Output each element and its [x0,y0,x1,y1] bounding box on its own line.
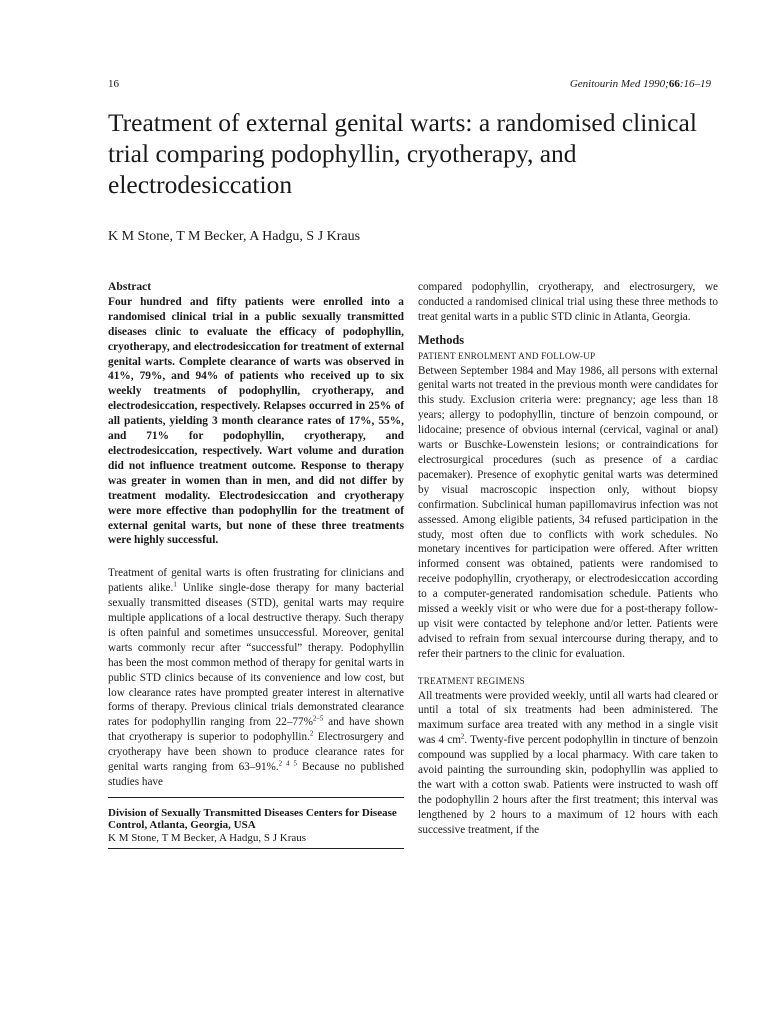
regimens-subheading: TREATMENT REGIMENS [418,675,525,686]
abstract-heading: Abstract [108,280,152,293]
methods-heading: Methods [418,332,465,347]
journal-citation [570,78,711,90]
abstract-text: Four hundred and fifty patients were enrolled into a randomised clinical trial in a public sexually transmitted diseases clinic to evaluate the efficacy of podophyllin, cryotherapy, and electrodesiccation for treatment of external genital warts. Complete clearance of warts was observed in 41%, 79%, and 94% of patients who received up to six weekly treatments of podophyllin, cryotherapy, and electrodesiccation, respectively. Relapses occurred in 25% of all patients, yielding 3 month clearance rates of 17%, 55%, and 71% for podophyllin, cryotherapy, and electrodesiccation, respectively. Wart volume and duration did not influence treatment outcome. Response to therapy was greater in women than in men, and did not differ by treatment modality. Electrodesiccation and cryotherapy were more effective than podophyllin for the treatment of external genital warts, but none of these three treatments were highly successful. [108,295,404,547]
journal-volume: 66 [668,78,680,90]
author-list: K M Stone, T M Becker, A Hadgu, S J Kraus [108,229,361,244]
citation-ref: 2 [309,729,314,738]
citation-ref: 2 4 5 [278,759,298,768]
affiliation-divider [108,797,404,798]
introduction-paragraph: Treatment of genital warts is often frustrating for clinicians and patients alike.$^1$ Unlike single-dose therapy for many bacterial sexually transmitted diseases (STD), genital warts may require multiple applications of a local destructive therapy. Such therapy is often painful and sometimes unsuccessful. Moreover, genital warts commonly recur after “successful” therapy. Podophyllin has been the most common method of therapy for genital warts in public STD clinics because of its convenience and low cost, but low clearance rates have prompted greater interest in alternative forms of therapy. Previous clinical trials demonstrated clearance rates for podophyllin ranging from 22–77%$^{2-5}$ and have shown that cryotherapy is superior to podophyllin.$^2$ Electrosurgery and cryotherapy have been shown to produce clearance rates for genital warts ranging from 63–91%.$^{2 4 5}$ Because no published studies have [108,567,405,788]
citation-ref: 1 [173,580,177,589]
right-column [418,280,718,838]
left-column [108,280,404,849]
affiliation-authors: K M Stone, T M Becker, A Hadgu, S J Kraus [108,831,307,844]
affiliation-institution: Division of Sexually Transmitted Diseases Centers for Disease Control, Atlanta, Georgia, USA [108,806,397,832]
regimens-paragraph: All treatments were provided weekly, until all warts had cleared or until a total of six treatments had been administered. The maximum surface area treated with any method in a single visit was 4 $cm^2$. Twenty-five percent podophyllin in tincture of benzoin compound was supplied by a local pharmacy. With care taken to avoid painting the surrounding skin, podophyllin was applied to the wart with a cotton swab. Patients were instructed to wash off the podophyllin 2 hours after the first treatment; this interval was lengthened by 2 hours to a maximum of 12 hours with each successive treatment, if the [418,689,718,836]
affiliation-divider-bottom [108,848,404,849]
citation-ref: 2–5 [312,714,324,723]
article-title: Treatment of external genital warts: a randomised clinical trial comparing podophyllin, cryotherapy, and electrodesiccation [108,108,697,199]
enrolment-subheading: PATIENT ENROLMENT AND FOLLOW-UP [418,350,596,361]
journal-name: Genitourin Med [569,78,641,90]
enrolment-paragraph: Between September 1984 and May 1986, all persons with external genital warts not treated in the previous month were candidates for this study. Exclusion criteria were: pregnancy; age less than 18 years; allergy to podophyllin, tincture of benzoin compound, or lidocaine; presence of obvious internal (cervical, vaginal or anal) warts or Buschke-Lowenstein lesions; or contraindications for electrosurgical procedures (such as presence of a cardiac pacemaker). Presence of exophytic genital warts was determined by visual macroscopic inspection only, without biopsy confirmation. Subclinical human papillomavirus infection was not assessed. Among eligible patients, 34 refused participation in the study, most often due to conflicts with work schedules. No monetary incentives for participation were offered. After written informed consent was obtained, patients were randomised to receive podophyllin, cryotherapy, or electrodesiccation according to a computer-generated randomisation schedule. Patients who missed a weekly visit or who were due for a post-therapy follow-up visit were contacted by telephone and/or letter. Patients were advised to refrain from sexual intercourse during therapy, and to refer their partners to the clinic for evaluation. [418,364,718,660]
affiliation-block [108,807,404,845]
journal-pages: :16–19 [679,78,711,90]
superscript: 2 [460,732,465,741]
introduction-continued: compared podophyllin, cryotherapy, and electrosurgery, we conducted a randomised clinical trial using these three methods to treat genital warts in a public STD clinic in Atlanta, Georgia. [418,281,718,323]
journal-year: 1990; [643,78,669,90]
page-number: 16 [108,78,119,90]
